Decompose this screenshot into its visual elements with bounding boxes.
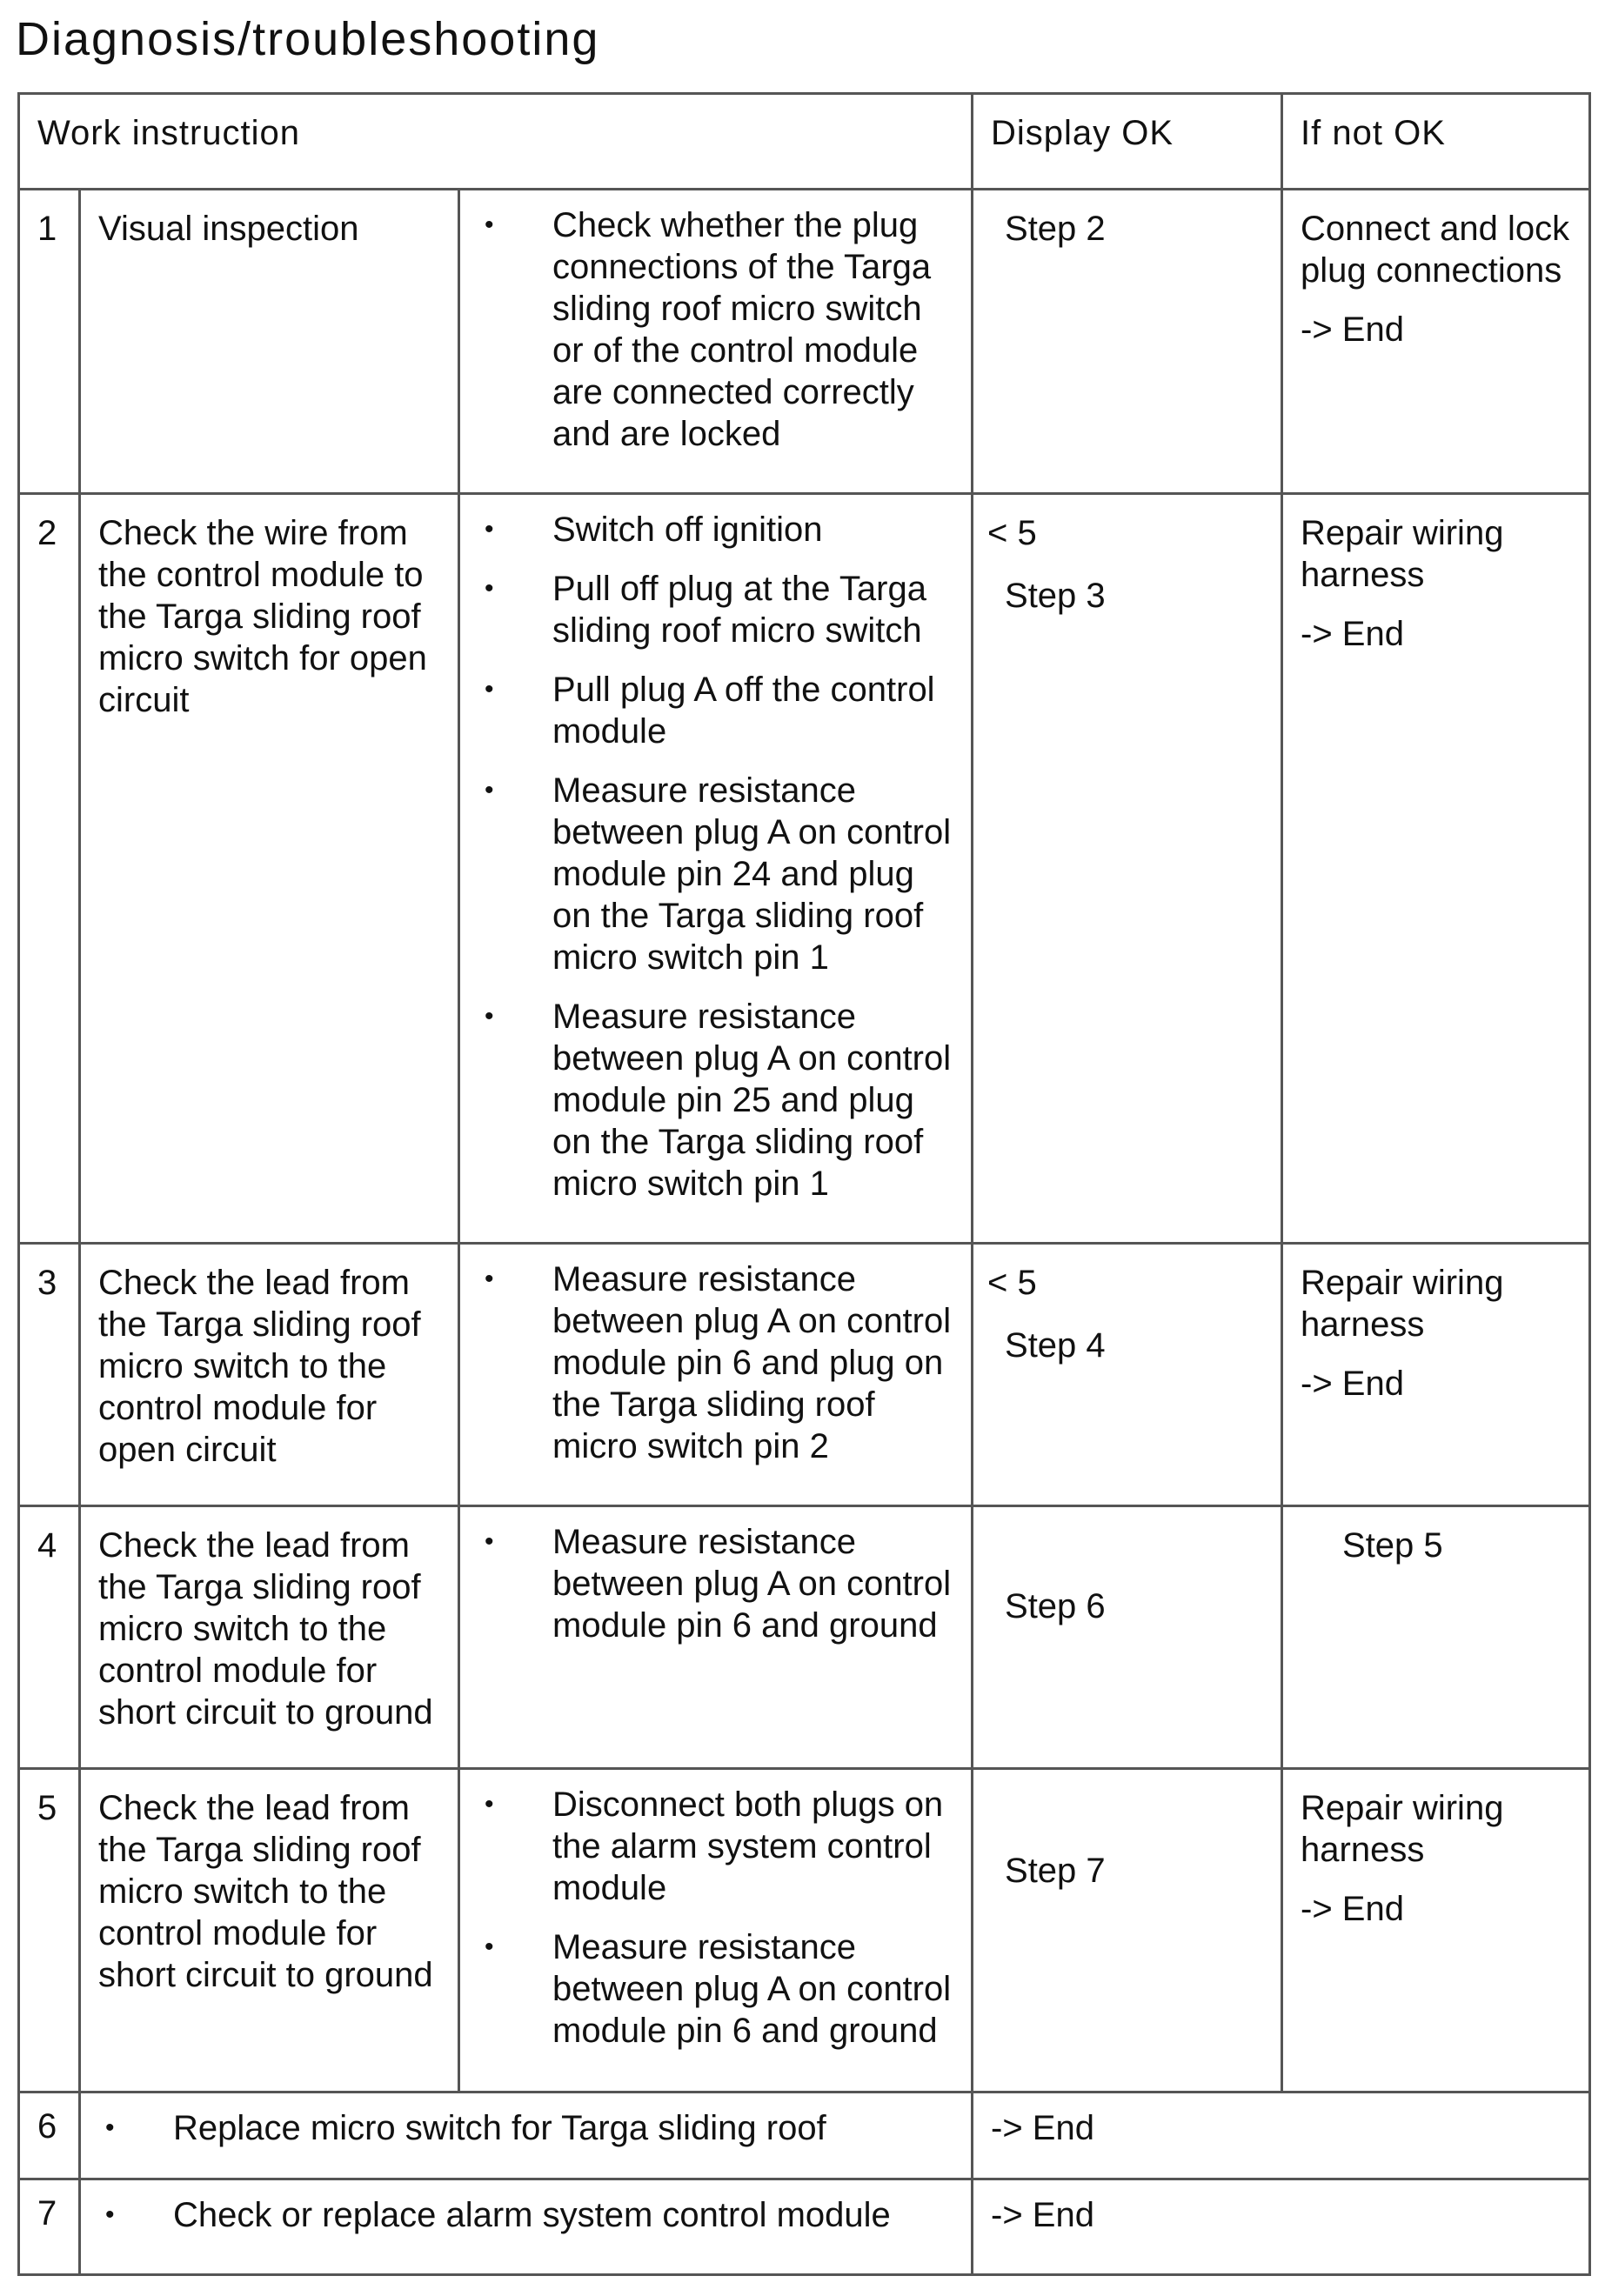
bullet-icon: •: [485, 675, 494, 704]
display-ok-cell: [973, 190, 1282, 494]
bullet-icon: •: [485, 1527, 494, 1556]
bullet-icon: •: [485, 776, 494, 804]
list-item: • Measure resistance between plug A on control module pin 25 and plug on the Targa sliding roof micro switch pin 1: [474, 996, 957, 1205]
list-item: • Measure resistance between plug A on control module pin 6 and plug on the Targa sliding roof micro switch pin 2: [474, 1258, 957, 1467]
diagnosis-table: [17, 92, 1591, 2276]
step-task: Check the lead from the Targa sliding roof micro switch to the control module for short circuit to ground: [80, 1506, 459, 1769]
step-number: 1: [19, 190, 80, 494]
bullet-icon: •: [105, 2113, 115, 2142]
step-task: Check the wire from the control module to the Targa sliding roof micro switch for open circuit: [80, 494, 459, 1244]
display-ok-step: Step 6: [1005, 1587, 1106, 1625]
result-cell: -> End: [973, 2092, 1590, 2179]
table-header-row: [19, 94, 1590, 190]
list-item: • Replace micro switch for Targa sliding roof: [95, 2107, 957, 2149]
display-ok-cell: [973, 1506, 1282, 1769]
list-item: • Pull plug A off the control module: [474, 669, 957, 752]
if-not-ok-cell: [1282, 1506, 1590, 1769]
step-instructions: [459, 1769, 973, 2092]
display-ok-step: Step 2: [1005, 210, 1106, 248]
list-item: • Measure resistance between plug A on control module pin 6 and ground: [474, 1926, 957, 2052]
result-cell: -> End: [973, 2179, 1590, 2275]
step-number: 2: [19, 494, 80, 1244]
table-row: [19, 1769, 1590, 2092]
display-ok-step: Step 7: [1005, 1852, 1106, 1890]
display-ok-step: Step 3: [1005, 577, 1106, 615]
if-not-ok-cell: [1282, 494, 1590, 1244]
step-task: Check the lead from the Targa sliding roof micro switch to the control module for open circuit: [80, 1244, 459, 1506]
list-item: • Measure resistance between plug A on control module pin 6 and ground: [474, 1521, 957, 1646]
header-display-ok: Display OK: [973, 94, 1282, 190]
display-ok-cell: [973, 1244, 1282, 1506]
if-not-ok-cell: [1282, 190, 1590, 494]
step-instructions: [459, 190, 973, 494]
if-not-ok-action: Connect and lock plug connections: [1301, 210, 1570, 290]
list-item: • Switch off ignition: [474, 509, 957, 551]
list-item: • Check whether the plug connections of the Targa sliding roof micro switch or of the control module are connected correctly and are locked: [474, 204, 957, 455]
if-not-ok-action: Step 5: [1342, 1526, 1443, 1565]
if-not-ok-action: Repair wiring harness: [1301, 1789, 1504, 1869]
if-not-ok-cell: [1282, 1244, 1590, 1506]
bullet-icon: •: [485, 574, 494, 603]
display-ok-cell: [973, 494, 1282, 1244]
if-not-ok-end: -> End: [1301, 615, 1404, 653]
bullet-icon: •: [485, 1002, 494, 1031]
list-item: • Measure resistance between plug A on control module pin 24 and plug on the Targa sliding roof micro switch pin 1: [474, 770, 957, 978]
display-ok-value: < 5: [987, 1264, 1037, 1302]
table-row: [19, 1506, 1590, 1769]
display-ok-value: < 5: [987, 514, 1037, 552]
if-not-ok-end: -> End: [1301, 310, 1404, 349]
list-item: • Check or replace alarm system control module: [95, 2194, 957, 2236]
list-item: • Pull off plug at the Targa sliding roof micro switch: [474, 568, 957, 651]
bullet-icon: •: [485, 515, 494, 544]
step-number: 7: [19, 2179, 80, 2275]
step-instructions: [459, 494, 973, 1244]
step-task: Check the lead from the Targa sliding roof micro switch to the control module for short circuit to ground: [80, 1769, 459, 2092]
display-ok-cell: [973, 1769, 1282, 2092]
bullet-icon: •: [485, 1932, 494, 1961]
step-instructions: [80, 2092, 973, 2179]
header-if-not-ok: If not OK: [1282, 94, 1590, 190]
table-row: [19, 2179, 1590, 2275]
page-title: Diagnosis/troubleshooting: [16, 13, 600, 65]
step-instructions: [80, 2179, 973, 2275]
bullet-icon: •: [105, 2200, 115, 2229]
step-task: Visual inspection: [80, 190, 459, 494]
bullet-icon: •: [485, 1790, 494, 1819]
step-number: 5: [19, 1769, 80, 2092]
step-instructions: [459, 1506, 973, 1769]
step-number: 6: [19, 2092, 80, 2179]
if-not-ok-action: Repair wiring harness: [1301, 1264, 1504, 1344]
table-row: [19, 494, 1590, 1244]
bullet-icon: •: [485, 1265, 494, 1293]
if-not-ok-action: Repair wiring harness: [1301, 514, 1504, 594]
step-instructions: [459, 1244, 973, 1506]
if-not-ok-cell: [1282, 1769, 1590, 2092]
table-row: [19, 1244, 1590, 1506]
list-item: • Disconnect both plugs on the alarm system control module: [474, 1784, 957, 1909]
display-ok-step: Step 4: [1005, 1326, 1106, 1365]
if-not-ok-end: -> End: [1301, 1890, 1404, 1928]
header-work-instruction: Work instruction: [19, 94, 973, 190]
bullet-icon: •: [485, 210, 494, 239]
step-number: 4: [19, 1506, 80, 1769]
step-number: 3: [19, 1244, 80, 1506]
table-row: [19, 190, 1590, 494]
if-not-ok-end: -> End: [1301, 1365, 1404, 1403]
table-row: [19, 2092, 1590, 2179]
